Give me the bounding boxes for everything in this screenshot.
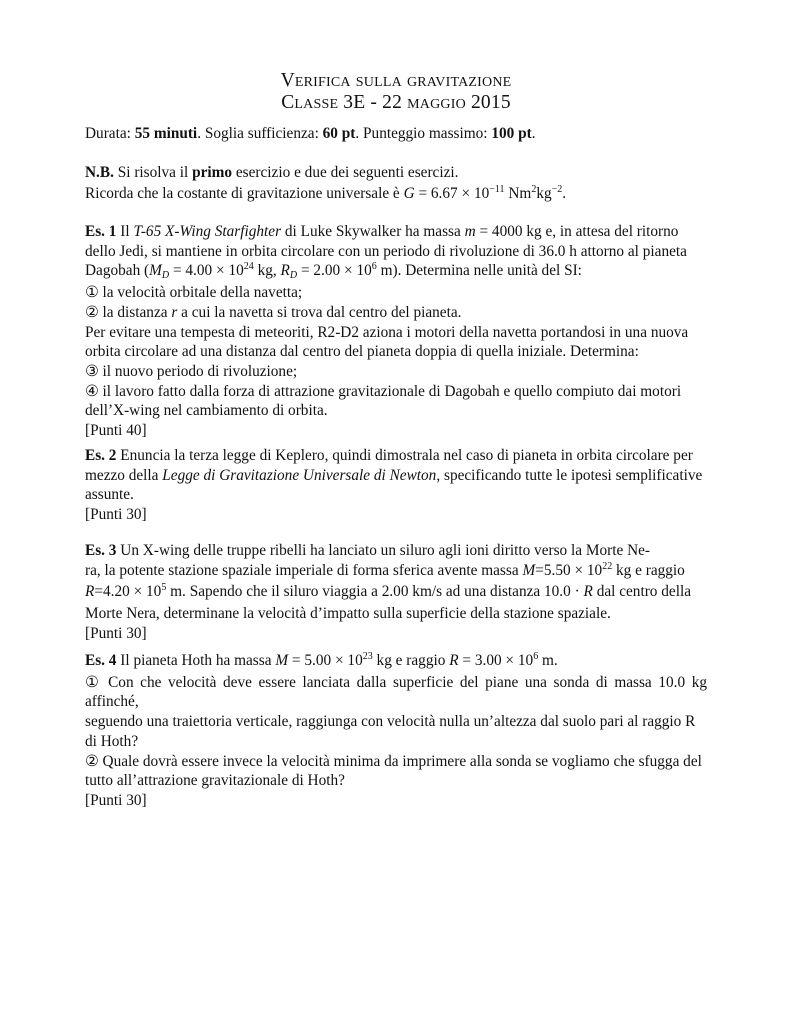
exercise-3: Es. 3 Un X-wing delle truppe ribelli ha lanciato un siluro agli ioni diritto verso la Morte Ne- ra, la potente stazione spaziale imperiale di forma sferica avente massa $M=5.50 \times 10^{22}$ kg e raggio $R=4.20 \times 10^5$ m. Sapendo che il siluro viaggia a 2.00 km/s ad una distanza 10.0 · R dal centro della Morte Nera, determinane la velocità d’impatto sulla superficie della stazione spaziale. [Punti 30] xyxy=(85,542,691,642)
title-line-2: Classe 3E - 22 maggio 2015 xyxy=(281,92,511,113)
exercise-2: Es. 2 Enuncia la terza legge di Keplero, quindi dimostrala nel caso di pianeta in orbita circolare per mezzo della Legge di Gravitazione Universale di Newton, specificando tutte le ipotesi semplificative assunte. [Punti 30] xyxy=(85,447,703,524)
costante-line: Ricorda che la costante di gravitazione universale è $G = 6.67 \times 10^{-11}$ $Nm^2kg^{-2}$. xyxy=(85,184,567,202)
nb-line: N.B. Si risolva il primo esercizio e due dei seguenti esercizi. xyxy=(85,164,459,181)
exercise-1: Es. 1 Il T-65 X-Wing Starfighter di Luke Skywalker ha massa m = 4000 kg e, in attesa del ritorno dello Jedi, si mantiene in orbita circolare con un periodo di rivoluzione di 36.0 h attorno al pianeta Dagobah ($M_D = 4.00 \times 10^{24}$ kg, $R_D = 2.00 \times 10^6$ m). Determina nelle unità del SI: ① la velocità orbitale della navetta; ② la distanza r a cui la navetta si trova dal centro del pianeta. Per evitare una tempesta di meteoriti, R2-D2 aziona i motori della navetta portandosi in una nuova orbita circolare ad una distanza dal centro del pianeta doppia di quella iniziale. Determina: ③ il nuovo periodo di rivoluzione; ④ il lavoro fatto dalla forza di attrazione gravitazionale di Dagobah e quello compiuto dai motori dell’X-wing nel cambiamento di orbita. [Punti 40] xyxy=(85,223,689,440)
info-line: Durata: 55 minuti. Soglia sufficienza: 60 pt. Punteggio massimo: 100 pt. xyxy=(85,125,536,142)
exercise-4: Es. 4 Il pianeta Hoth ha massa $M = 5.00 \times 10^{23}$ kg e raggio $R = 3.00 \times 10^6$ m. ① Con che velocità deve essere lanciata dalla superficie del piane una sonda di massa 10.0 kg affinché, seguendo una traiettoria verticale, raggiunga con velocità nulla un’altezza dal suolo pari al raggio R di Hoth? ② Quale dovrà essere invece la velocità minima da imprimere alla sonda se vogliamo che sfugga del tutto all’attrazione gravitazionale di Hoth? [Punti 30] xyxy=(85,651,707,809)
title-line-1: Verifica sulla gravitazione xyxy=(280,70,512,91)
